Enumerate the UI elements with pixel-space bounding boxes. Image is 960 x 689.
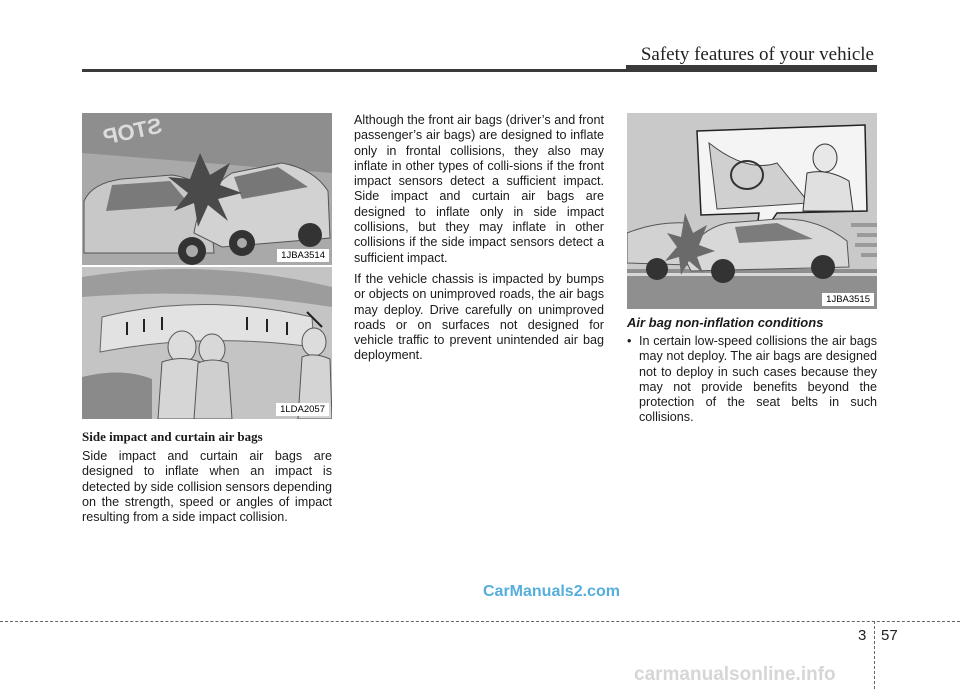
body-paragraph: Although the front air bags (driver’s and front passenger’s air bags) are designed to inflate only in frontal collisions, they also may inflate in other types of colli-sions if the front impact sensors detect a sufficient impact. Side impact and curtain air bags are designed to inflate only in side impact collisions, but they may inflate in other collisions if the side impact sensors detect a sufficient impact. — [354, 113, 604, 265]
non-inflation-illustration — [627, 113, 877, 309]
low-speed-collision-image — [627, 113, 877, 309]
page-number: 57 — [881, 627, 898, 644]
column-left — [82, 113, 332, 525]
figure-label: 1LDA2057 — [276, 403, 329, 416]
header-rule-tab — [626, 65, 877, 70]
body-paragraph: Side impact and curtain air bags are designed to inflate when an impact is detected by side collision sensors depending on the strength, speed or angles of impact resulting from a side impact collision. — [82, 449, 332, 525]
road-marking-text: STOP — [100, 113, 165, 150]
bullet-mark: • — [627, 334, 632, 348]
bullet-item — [627, 334, 877, 426]
footer-divider — [874, 621, 875, 689]
figure-label: 1JBA3514 — [277, 249, 329, 262]
figure-label: 1JBA3515 — [822, 293, 874, 306]
bullet-text: In certain low-speed collisions the air bags may not deploy. The air bags are designed not to deploy in such cases because they may not provide benefits beyond the protection of the seat belts in such collisions. — [639, 334, 877, 425]
section-number: 3 — [858, 627, 867, 644]
body-paragraph: If the vehicle chassis is impacted by bumps or objects on unimproved roads, the air bags may deploy. Drive carefully on unimproved roads or on surfaces not designed for vehicle traffic to prevent unintended air bag deployment. — [354, 271, 604, 363]
side-impact-illustration — [82, 113, 332, 265]
subsection-heading: Air bag non-inflation conditions — [627, 315, 824, 330]
section-heading: Side impact and curtain air bags — [82, 429, 263, 444]
site-watermark[interactable]: CarManuals2.com — [483, 583, 620, 600]
side-impact-cars-image — [82, 113, 332, 265]
column-right — [627, 113, 877, 426]
bottom-watermark: carmanualsonline.info — [634, 664, 836, 685]
curtain-airbag-cabin-image — [82, 267, 332, 419]
footer-rule — [0, 621, 960, 622]
running-header: Safety features of your vehicle — [640, 44, 874, 65]
curtain-airbag-illustration — [82, 267, 332, 419]
column-middle — [354, 113, 604, 364]
